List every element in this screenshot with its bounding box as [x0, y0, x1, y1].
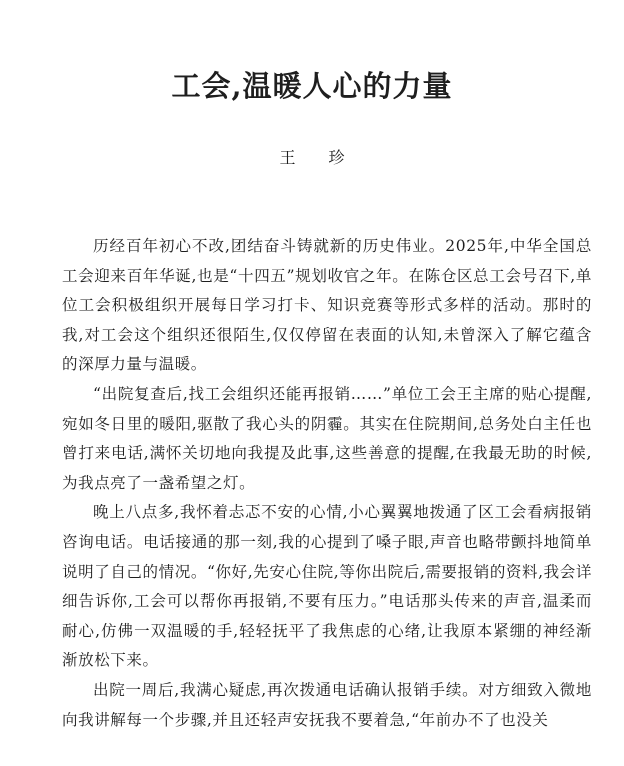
- paragraph: 历经百年初心不改,团结奋斗铸就新的历史伟业。2025年,中华全国总工会迎来百年华诞,也是“十四五”规划收官之年。在陈仓区总工会号召下,单位工会积极组织开展每日学习打卡、知识竞赛等形式多样的活动。那时的我,对工会这个组织还很陌生,仅仅停留在表面的认知,未曾深入了解它蕴含的深厚力量与温暖。: [62, 237, 592, 374]
- paragraph: 出院一周后,我满心疑虑,再次拨通电话确认报销手续。对方细致入微地向我讲解每一个步骤,并且还轻声安抚我不要着急,“年前办不了也没关: [62, 680, 592, 729]
- paragraph: “出院复查后,找工会组织还能再报销……”单位工会王主席的贴心提醒,宛如冬日里的暖阳,驱散了我心头的阴霾。其实在住院期间,总务处白主任也曾打来电话,满怀关切地向我提及此事,这些善意的提醒,在我最无助的时候,为我点亮了一盏希望之灯。: [62, 384, 592, 492]
- article-body: [62, 232, 592, 735]
- article-title: 工会,温暖人心的力量: [171, 69, 453, 103]
- article-author: 王 珍: [279, 148, 359, 167]
- paragraph: 晚上八点多,我怀着忐忑不安的心情,小心翼翼地拨通了区工会看病报销咨询电话。电话接通的那一刻,我的心提到了嗓子眼,声音也略带颤抖地简单说明了自己的情况。“你好,先安心住院,等你出院后,需要报销的资料,我会详细告诉你,工会可以帮你再报销,不要有压力。”电话那头传来的声音,温柔而耐心,仿佛一双温暖的手,轻轻抚平了我焦虑的心绪,让我原本紧绷的神经渐渐放松下来。: [62, 503, 592, 670]
